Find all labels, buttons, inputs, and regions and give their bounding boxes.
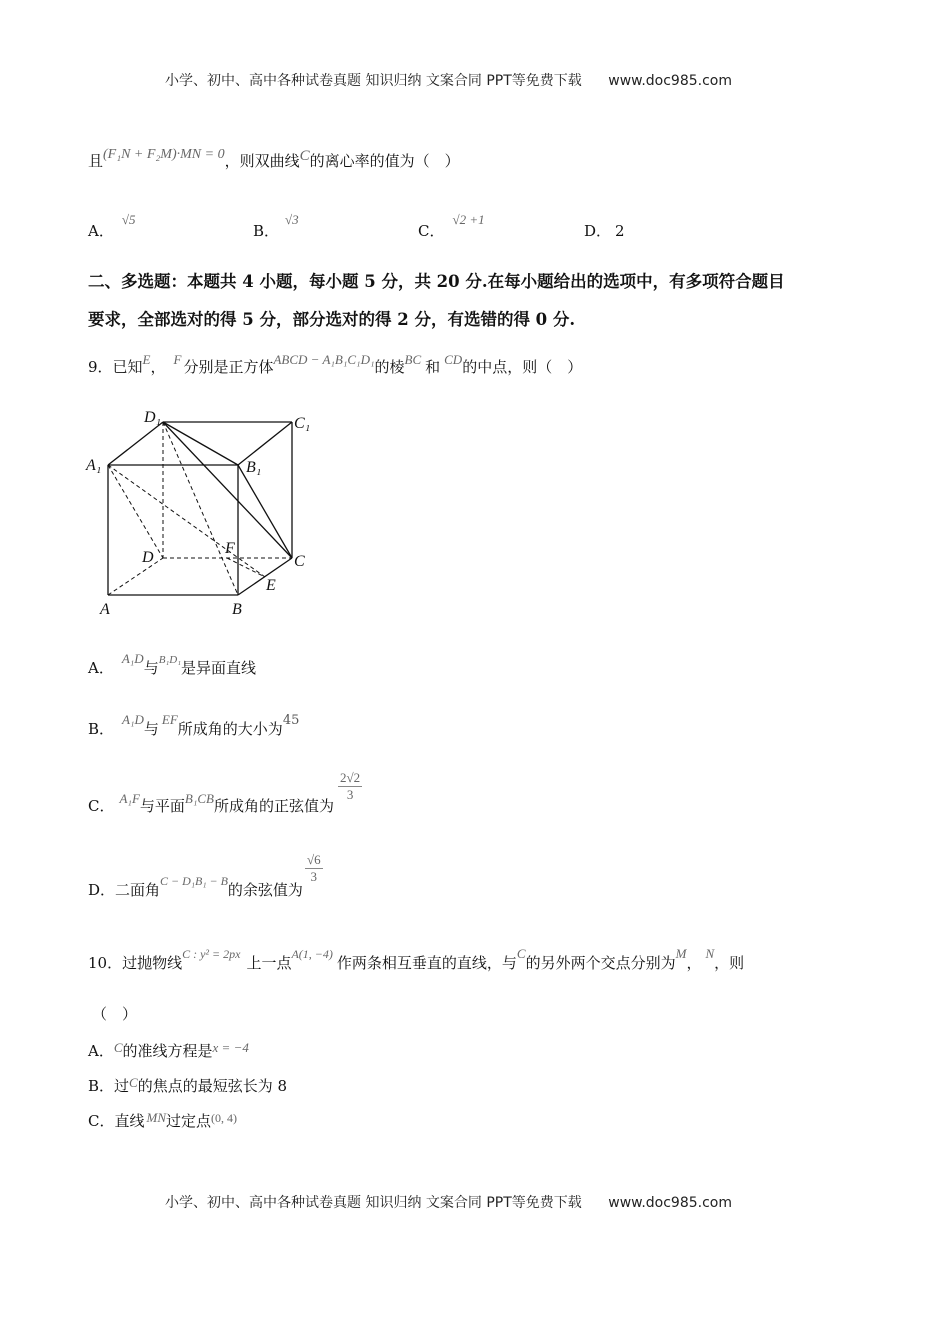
q9-option-a[interactable]: A．A₁D与$^{B_1D_1}$是异面直线 — [88, 651, 257, 677]
q8-stem — [88, 147, 460, 171]
q9d-fraction: $\frac{√6}{3}$ — [306, 852, 321, 884]
label-c: C — [294, 553, 305, 570]
q9c-fraction: $\frac{2√2}{3}$ — [340, 770, 361, 802]
label-a: A — [100, 601, 110, 618]
label-c1: C₁ — [294, 415, 311, 432]
label-b1: B₁ — [246, 459, 262, 476]
q10-option-b[interactable]: B．过C的焦点的最短弦长为 8 — [88, 1075, 288, 1095]
q10-paren: （ ） — [92, 1005, 138, 1023]
label-d: D — [142, 549, 154, 566]
label-a1: A₁ — [86, 457, 102, 474]
line-b1c — [238, 465, 292, 558]
hidden-d1b — [163, 422, 238, 595]
hidden-fe — [227, 558, 265, 577]
footer-text: 小学、初中、高中各种试卷真题 知识归纳 文案合同 PPT等免费下载 — [165, 1195, 582, 1211]
section2-line1: 二、多选题：本题共 4 小题，每小题 5 分，共 20 分.在每小题给出的选项中，有多项符合题目 — [88, 272, 785, 291]
header-text: 小学、初中、高中各种试卷真题 知识归纳 文案合同 PPT等免费下载 — [165, 73, 582, 89]
q9-option-d[interactable]: D．二面角$_{C - D_1B_1 - B}$的余弦值为 $\frac{√6}{3}$ — [88, 852, 321, 899]
label-b: B — [232, 601, 242, 618]
line-d1b1 — [163, 422, 238, 465]
hidden-a1e — [108, 465, 265, 577]
hidden-a1d — [108, 465, 163, 558]
section2-line2: 要求，全部选对的得 5 分，部分选对的得 2 分，有选错的得 0 分. — [88, 310, 576, 329]
q10-stem: 10．过抛物线$^{C : y^2 = 2px}$ 上一点$^{A(1, -4)}$ 作两条相互垂直的直线，与C的另外两个交点分别为M，N，则 — [88, 946, 745, 972]
q8-option-a[interactable]: A．√5 — [88, 212, 136, 240]
q8-text2: 的离心率的值为（ ） — [309, 152, 460, 170]
q10-option-c[interactable]: C．直线 MN过定点$^{(0, 4)}$ — [88, 1110, 238, 1130]
q8-text1: ，则双曲线 — [224, 152, 300, 170]
q8-option-c[interactable]: C．√2 +1 — [418, 212, 485, 240]
page-header — [165, 70, 732, 90]
q8-option-b[interactable]: B．√3 — [253, 212, 299, 240]
q9-stem: 9．已知E， F 分别是正方体ABCD − A₁B₁C₁D₁的棱BC 和 CD的中点，则（ ） — [88, 352, 583, 376]
line-d1c — [163, 422, 292, 558]
q8-var-c: C — [299, 148, 310, 164]
hidden-ad — [108, 558, 163, 595]
q8-formula: (F₁N + F₂M)·MN = 0 — [103, 147, 225, 162]
q9-option-b[interactable]: B．A₁D与EF所成角的大小为45 — [88, 712, 300, 738]
q8-option-d[interactable]: D． 2 — [584, 222, 625, 240]
q9-option-c[interactable]: C． A₁F与平面B₁CB所成角的正弦值为 $\frac{2√2}{3}$ — [88, 770, 361, 815]
label-e: E — [266, 577, 276, 594]
q8-prefix: 且 — [88, 152, 104, 170]
label-f: F — [225, 540, 235, 557]
footer-url: www.doc985.com — [608, 1195, 732, 1211]
cube-figure — [80, 400, 330, 625]
edge-a1d1 — [108, 422, 163, 465]
q10-option-a[interactable]: A．C的准线方程是x = −4 — [88, 1040, 249, 1060]
header-url: www.doc985.com — [608, 73, 732, 89]
label-d1: D₁ — [144, 409, 162, 426]
page-footer — [165, 1192, 732, 1212]
